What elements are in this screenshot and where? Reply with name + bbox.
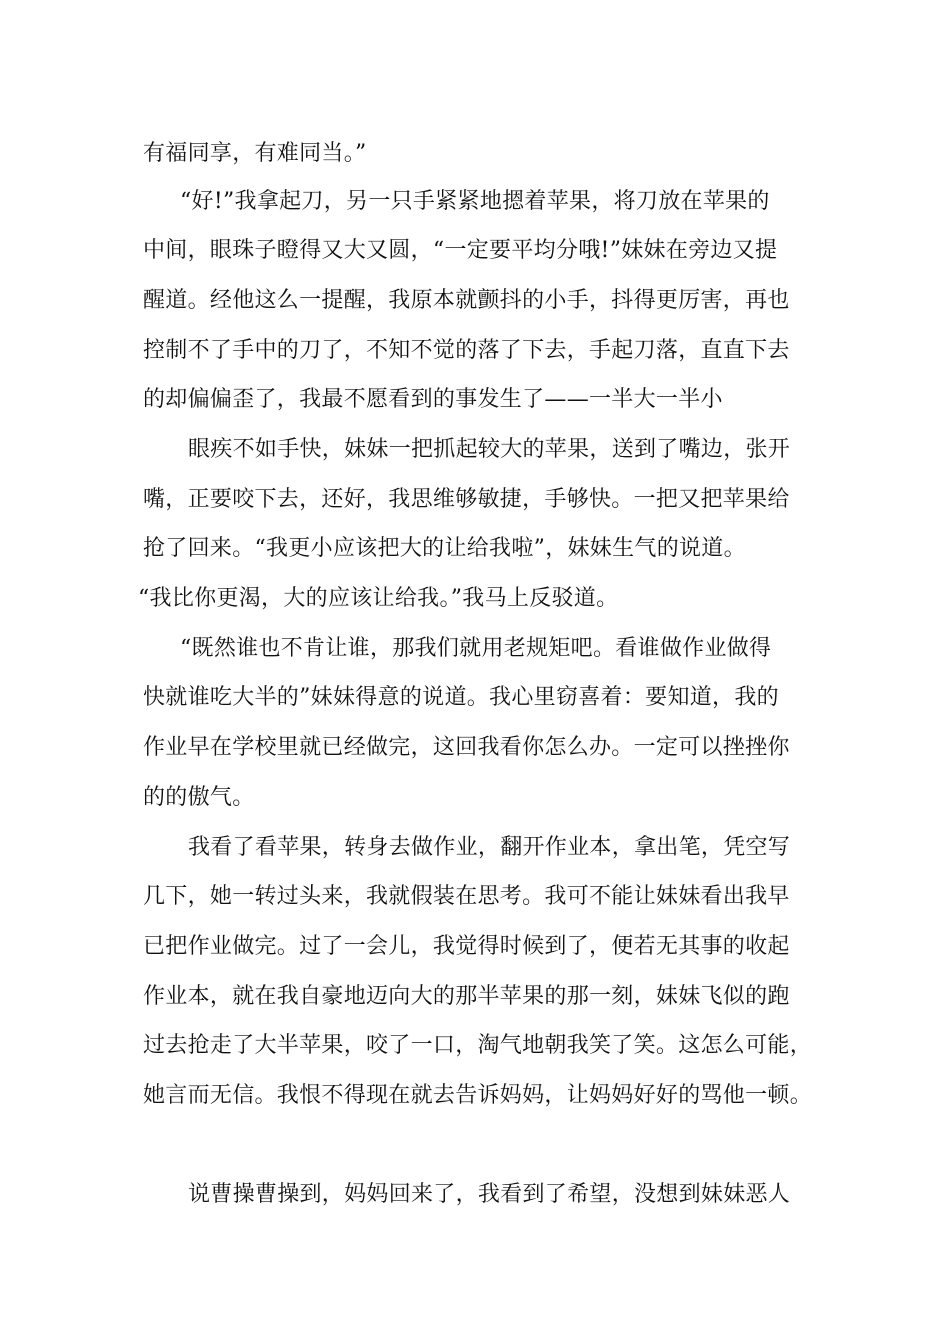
text-line: “好!”我拿起刀，另一只手紧紧地摁着苹果，将刀放在苹果的 bbox=[180, 189, 770, 214]
text-line: 嘴，正要咬下去，还好，我思维够敏捷，手够快。一把又把苹果给 bbox=[143, 487, 790, 512]
text-line: 的的傲气。 bbox=[143, 785, 255, 810]
text-line: 作业早在学校里就已经做完，这回我看你怎么办。一定可以挫挫你 bbox=[143, 735, 790, 760]
text-line: 作业本，就在我自豪地迈向大的那半苹果的那一刻，妹妹飞似的跑 bbox=[143, 984, 790, 1009]
text-line: 醒道。经他这么一提醒，我原本就颤抖的小手，抖得更厉害，再也 bbox=[143, 288, 790, 313]
text-line: 过去抢走了大半苹果，咬了一口，淘气地朝我笑了笑。这怎么可能， bbox=[143, 1033, 813, 1058]
text-line: 的却偏偏歪了，我最不愿看到的事发生了——一半大一半小 bbox=[143, 387, 723, 412]
text-line: 眼疾不如手快，妹妹一把抓起较大的苹果，送到了嘴边，张开 bbox=[188, 437, 791, 462]
text-line: 有福同享，有难同当。” bbox=[143, 141, 367, 166]
text-line: “既然谁也不肯让谁，那我们就用老规矩吧。看谁做作业做得 bbox=[180, 636, 772, 661]
text-line: 快就谁吃大半的”妹妹得意的说道。我心里窃喜着：要知道，我的 bbox=[143, 685, 779, 710]
text-line: 说曹操曹操到，妈妈回来了，我看到了希望，没想到妹妹恶人 bbox=[188, 1182, 791, 1207]
text-line: 中间，眼珠子瞪得又大又圆，“一定要平均分哦!”妹妹在旁边又提 bbox=[143, 238, 778, 263]
text-line: 我看了看苹果，转身去做作业，翻开作业本，拿出笔，凭空写 bbox=[188, 835, 791, 860]
text-line: 抢了回来。“我更小应该把大的让给我啦”，妹妹生气的说道。 bbox=[143, 536, 746, 561]
text-line: 几下，她一转过头来，我就假装在思考。我可不能让妹妹看出我早 bbox=[143, 884, 790, 909]
text-line: “我比你更渴，大的应该让给我。”我马上反驳道。 bbox=[138, 586, 619, 611]
text-line: 已把作业做完。过了一会儿，我觉得时候到了，便若无其事的收起 bbox=[143, 934, 790, 959]
text-line: 她言而无信。我恨不得现在就去告诉妈妈，让妈妈好好的骂他一顿。 bbox=[143, 1083, 813, 1108]
text-line: 控制不了手中的刀了，不知不觉的落了下去，手起刀落，直直下去 bbox=[143, 338, 790, 363]
